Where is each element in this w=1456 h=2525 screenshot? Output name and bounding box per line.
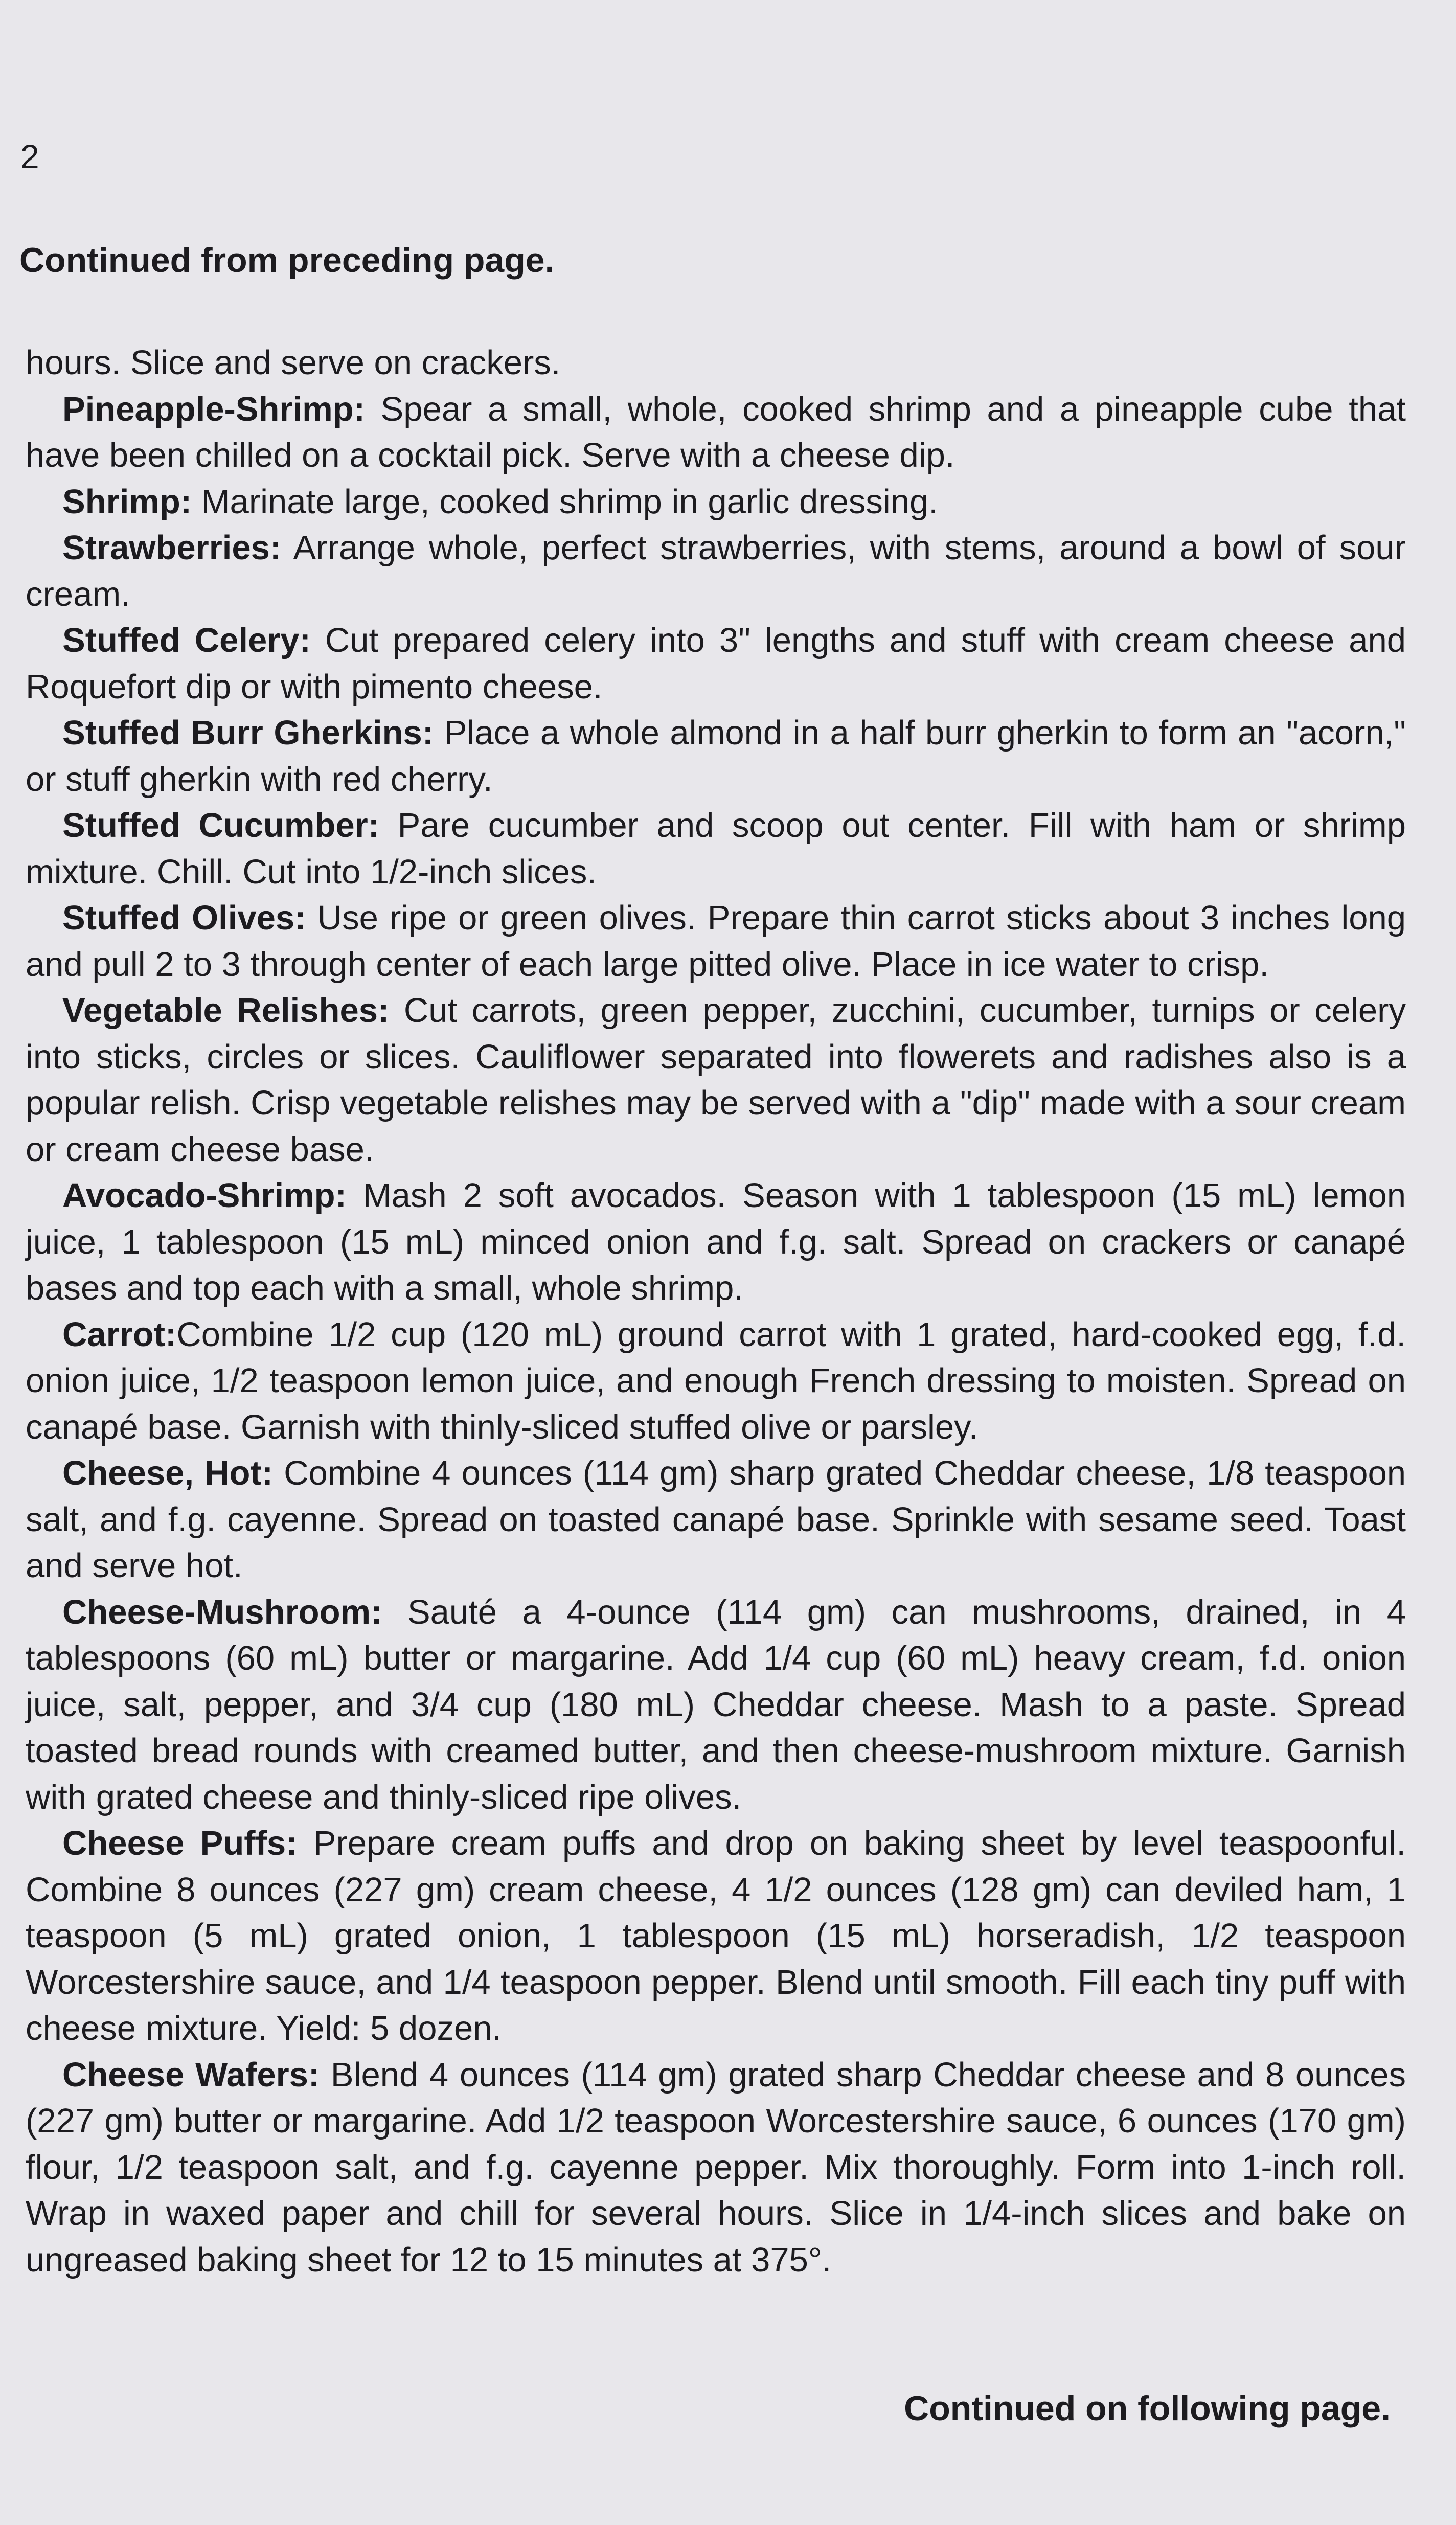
recipe-term: Pineapple-Shrimp: — [62, 390, 365, 428]
recipe-term: Vegetable Relishes: — [62, 991, 390, 1030]
recipe-description: Combine 4 ounces (114 gm) sharp grated Cheddar cheese, 1/8 teaspoon salt, and f.g. cayenne. Spread on toasted canapé base. Sprinkle with sesame seed. Toast and serve hot. — [26, 1454, 1406, 1585]
recipe-entry — [26, 618, 1406, 710]
recipe-term: Stuffed Burr Gherkins: — [62, 714, 434, 752]
recipe-entry — [26, 1589, 1406, 1821]
recipe-description: Place a whole almond in a half burr gherkin to form an "acorn," or stuff gherkin with red cherry. — [26, 714, 1406, 799]
recipe-description: Pare cucumber and scoop out center. Fill with ham or shrimp mixture. Chill. Cut into 1/2-inch slices. — [26, 806, 1406, 891]
recipe-term: Shrimp: — [62, 482, 192, 521]
recipe-entries — [26, 386, 1406, 2284]
recipe-description: Arrange whole, perfect strawberries, with stems, around a bowl of sour cream. — [26, 529, 1406, 613]
recipe-description: Combine 1/2 cup (120 mL) ground carrot with 1 grated, hard-cooked egg, f.d. onion juice, 1/2 teaspoon lemon juice, and enough French dressing to moisten. Spread on canapé base. Garnish with thinly-sliced stuffed olive or parsley. — [26, 1315, 1406, 1446]
recipe-description: Cut prepared celery into 3" lengths and stuff with cream cheese and Roquefort dip or with pimento cheese. — [26, 621, 1406, 706]
recipe-term: Cheese, Hot: — [62, 1454, 273, 1492]
opening-paragraph: hours. Slice and serve on crackers. — [26, 344, 561, 382]
page-number: 2 — [20, 138, 39, 175]
recipe-entry — [26, 988, 1406, 1173]
recipe-term: Stuffed Celery: — [62, 621, 311, 659]
recipe-description: Spear a small, whole, cooked shrimp and a pineapple cube that have been chilled on a cocktail pick. Serve with a cheese dip. — [26, 390, 1406, 474]
recipe-entry — [26, 479, 1406, 526]
recipe-entry — [26, 710, 1406, 803]
recipe-description: Prepare cream puffs and drop on baking sheet by level teaspoonful. Combine 8 ounces (227 gm) cream cheese, 4 1/2 ounces (128 gm) can deviled ham, 1 teaspoon (5 mL) grated onion, 1 tablespoon (15 mL) horseradish, 1/2 teaspoon Worcestershire sauce, and 1/4 teaspoon pepper. Blend until smooth. Fill each tiny puff with cheese mixture. Yield: 5 dozen. — [26, 1824, 1406, 2048]
recipe-description: Mash 2 soft avocados. Season with 1 tablespoon (15 mL) lemon juice, 1 tablespoon (15 mL) minced onion and f.g. salt. Spread on crackers or canapé bases and top each with a small, whole shrimp. — [26, 1176, 1406, 1307]
recipe-entry — [26, 1173, 1406, 1312]
recipe-description: Use ripe or green olives. Prepare thin carrot sticks about 3 inches long and pull 2 to 3 through center of each large pitted olive. Place in ice water to crisp. — [26, 899, 1406, 984]
recipe-entry — [26, 386, 1406, 479]
recipe-term: Cheese Puffs: — [62, 1824, 298, 1862]
recipe-entry — [26, 1312, 1406, 1451]
recipe-entry — [26, 525, 1406, 618]
recipe-entry — [26, 895, 1406, 988]
recipe-description: Sauté a 4-ounce (114 gm) can mushrooms, drained, in 4 tablespoons (60 mL) butter or margarine. Add 1/4 cup (60 mL) heavy cream, f.d. onion juice, salt, pepper, and 3/4 cup (180 mL) Cheddar cheese. Mash to a paste. Spread toasted bread rounds with creamed butter, and then cheese-mushroom mixture. Garnish with grated cheese and thinly-sliced ripe olives. — [26, 1593, 1406, 1816]
recipe-description: Cut carrots, green pepper, zucchini, cucumber, turnips or celery into sticks, circles or slices. Cauliflower separated into flowerets and radishes also is a popular relish. Crisp vegetable relishes may be served with a "dip" made with a sour cream or cream cheese base. — [26, 991, 1406, 1169]
recipe-term: Avocado-Shrimp: — [62, 1176, 347, 1215]
recipe-term: Cheese-Mushroom: — [62, 1593, 382, 1631]
recipe-entry — [26, 2052, 1406, 2284]
recipe-term: Carrot: — [62, 1315, 177, 1354]
recipe-entry — [26, 1450, 1406, 1589]
recipe-body — [26, 340, 1406, 2283]
recipe-term: Stuffed Cucumber: — [62, 806, 380, 845]
continued-on-note: Continued on following page. — [904, 2389, 1391, 2428]
recipe-entry — [26, 803, 1406, 895]
continued-from-note: Continued from preceding page. — [19, 241, 555, 280]
recipe-term: Cheese Wafers: — [62, 2055, 320, 2094]
recipe-term: Stuffed Olives: — [62, 899, 306, 937]
recipe-term: Strawberries: — [62, 529, 282, 567]
recipe-description: Marinate large, cooked shrimp in garlic dressing. — [192, 482, 938, 521]
recipe-entry — [26, 1821, 1406, 2052]
recipe-description: Blend 4 ounces (114 gm) grated sharp Cheddar cheese and 8 ounces (227 gm) butter or margarine. Add 1/2 teaspoon Worcestershire sauce, 6 ounces (170 gm) flour, 1/2 teaspoon salt, and f.g. cayenne pepper. Mix thoroughly. Form into 1-inch roll. Wrap in waxed paper and chill for several hours. Slice in 1/4-inch slices and bake on ungreased baking sheet for 12 to 15 minutes at 375°. — [26, 2055, 1406, 2279]
